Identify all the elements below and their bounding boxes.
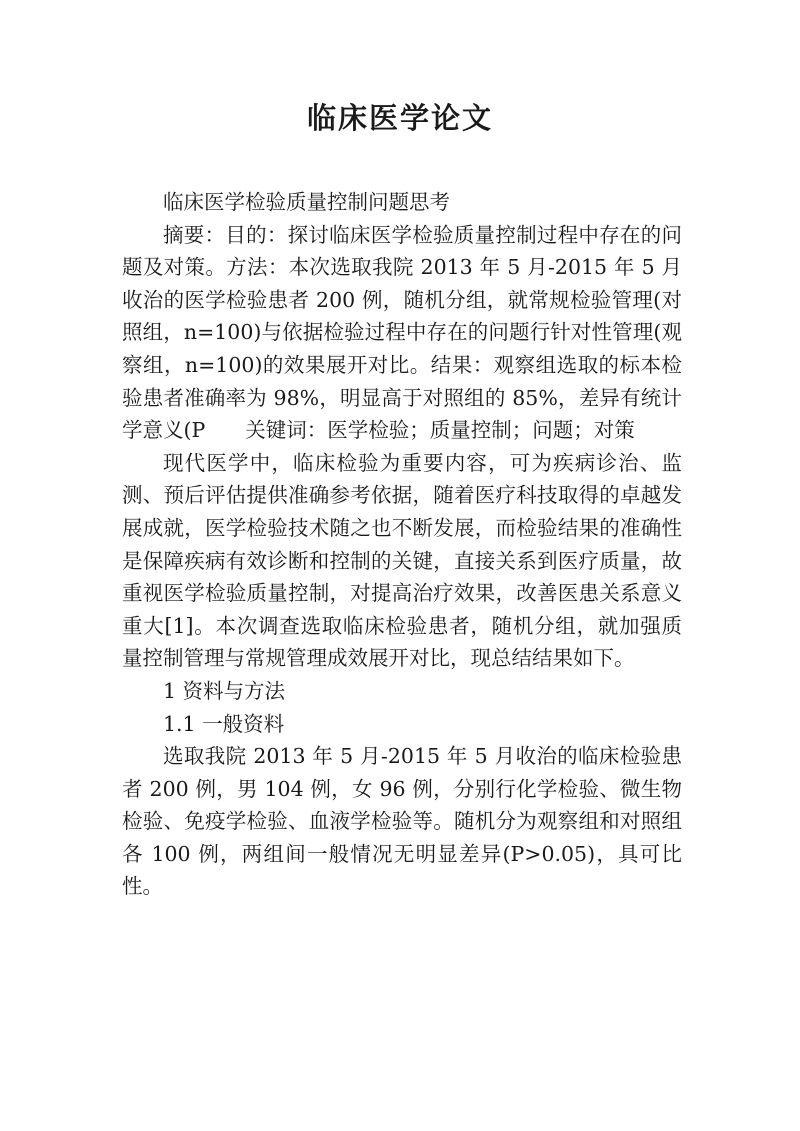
abstract-text: 摘要：目的：探讨临床医学检验质量控制过程中存在的问题及对策。方法：本次选取我院 2013 年 5 月-2015 年 5 月收治的医学检验患者 200 例，随机分组，就常规检验管理(对照组，n=100)与依据检验过程中存在的问题行针对性管理(观察组，n=100)的效果展开对比。结果：观察组选取的标本检验患者准确率为 98%，明显高于对照组的 85%，差异有统计学意义(P [122,222,682,443]
intro-paragraph: 现代医学中，临床检验为重要内容，可为疾病诊治、监测、预后评估提供准确参考依据，随着医疗科技取得的卓越发展成就，医学检验技术随之也不断发展，而检验结果的准确性是保障疾病有效诊断和控制的关键，直接关系到医疗质量，故重视医学检验质量控制，对提高治疗效果，改善医患关系意义重大[1]。本次调查选取临床检验患者，随机分组，就加强质量控制管理与常规管理成效展开对比，现总结结果如下。 [122,450,682,671]
section-heading-1: 1 资料与方法 [163,678,286,703]
abstract-paragraph [122,219,682,447]
article-subtitle: 临床医学检验质量控制问题思考 [163,190,450,214]
section-heading-1-1: 1.1 一般资料 [163,711,285,736]
document-title: 临床医学论文 [306,101,493,135]
general-data-paragraph: 选取我院 2013 年 5 月-2015 年 5 月收治的临床检验患者 200 例，男 104 例，女 96 例，分别行化学检验、微生物检验、免疫学检验、血液学检验等。随机分为观察组和对照组各 100 例，两组间一般情况无明显差异(P>0.05)，具可比性。 [122,744,682,899]
keywords-text: 关键词：医学检验；质量控制；问题；对策 [245,418,635,443]
document-body [122,186,682,903]
